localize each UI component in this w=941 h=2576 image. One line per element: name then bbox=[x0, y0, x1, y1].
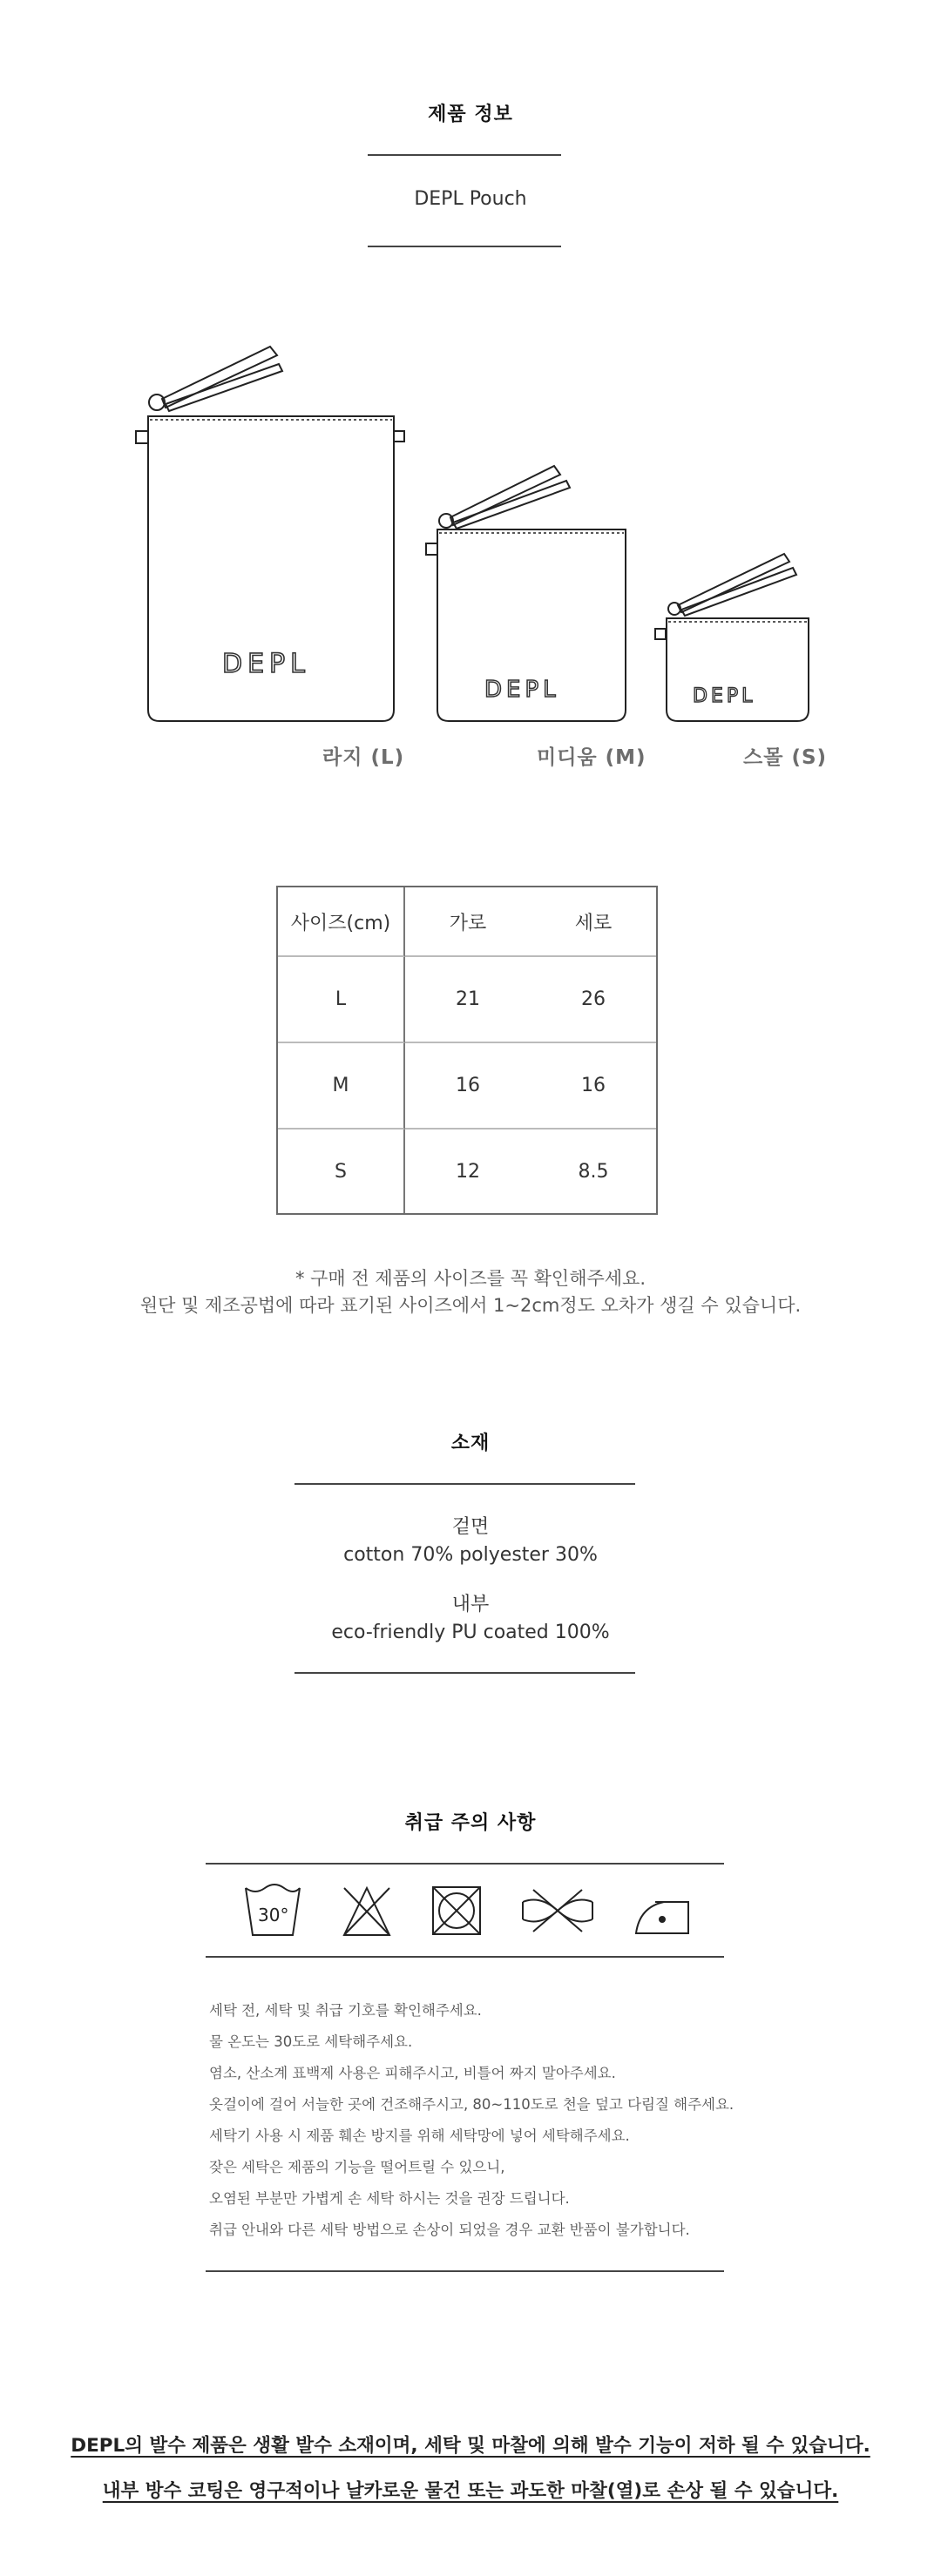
inner-label: 내부 bbox=[451, 1594, 490, 1615]
page-title: 제품 정보 bbox=[428, 104, 513, 125]
product-name: DEPL Pouch bbox=[414, 188, 527, 210]
table-row bbox=[278, 1043, 656, 1130]
no-tumble-dry-icon bbox=[433, 1887, 480, 1934]
table-header-cell: 세로 bbox=[531, 887, 656, 957]
table-cell: S bbox=[278, 1130, 405, 1213]
no-bleach-icon bbox=[344, 1888, 389, 1935]
care-line: 세탁 전, 세탁 및 취급 기호를 확인해주세요. bbox=[209, 2002, 482, 2019]
svg-text:DEPL: DEPL bbox=[484, 677, 560, 703]
care-line: 옷걸이에 걸어 서늘한 곳에 건조해주시고, 80~110도로 천을 덮고 다림질 해주세요. bbox=[209, 2096, 735, 2113]
table-cell: 12 bbox=[456, 1160, 480, 1183]
divider bbox=[368, 154, 561, 156]
table-row bbox=[278, 957, 656, 1043]
svg-text:DEPL: DEPL bbox=[222, 649, 310, 679]
table-cell: L bbox=[278, 957, 405, 1043]
care-line: 세탁기 사용 시 제품 훼손 방지를 위해 세탁망에 넣어 세탁해주세요. bbox=[209, 2128, 630, 2144]
pouch-medium-image bbox=[426, 466, 626, 721]
pouch-large-image bbox=[136, 347, 404, 721]
table-cell: 16 bbox=[405, 1043, 531, 1130]
wash-30-icon bbox=[246, 1885, 300, 1935]
divider bbox=[206, 1956, 724, 1958]
care-line: 취급 안내와 다른 세탁 방법으로 손상이 되었을 경우 교환 반품이 불가합니다. bbox=[209, 2222, 690, 2238]
table-header-row bbox=[278, 887, 656, 957]
size-note-line: 원단 및 제조공법에 따라 표기된 사이즈에서 1~2cm정도 오차가 생길 수 있습니다. bbox=[139, 1295, 802, 1316]
size-note-line: * 구매 전 제품의 사이즈를 꼭 확인해주세요. bbox=[294, 1268, 647, 1289]
no-wring-icon bbox=[523, 1890, 592, 1932]
table-cell: M bbox=[278, 1043, 405, 1130]
care-symbols bbox=[206, 1872, 724, 1951]
warning-line: 내부 방수 코팅은 영구적이나 날카로운 물건 또는 과도한 마찰(열)로 손상 될 수 있습니다. bbox=[102, 2480, 839, 2502]
divider bbox=[206, 2270, 724, 2272]
divider bbox=[294, 1483, 635, 1485]
inner-value: eco-friendly PU coated 100% bbox=[331, 1622, 610, 1643]
care-line: 잦은 세탁은 제품의 기능을 떨어트릴 수 있으니, bbox=[209, 2159, 505, 2175]
size-note bbox=[0, 1265, 941, 1319]
pouch-small-image bbox=[655, 554, 809, 721]
divider bbox=[368, 246, 561, 247]
label-small: 스몰 (S) bbox=[743, 746, 828, 769]
material-info bbox=[0, 1514, 941, 1647]
care-line: 염소, 산소계 표백제 사용은 피해주시고, 비틀어 짜지 말아주세요. bbox=[209, 2065, 616, 2081]
size-table bbox=[276, 886, 658, 1215]
material-title: 소재 bbox=[450, 1433, 491, 1454]
label-large: 라지 (L) bbox=[322, 746, 405, 769]
divider bbox=[294, 1672, 635, 1674]
outer-value: cotton 70% polyester 30% bbox=[343, 1544, 598, 1566]
table-cell: 16 bbox=[531, 1043, 656, 1130]
care-line: 오염된 부분만 가볍게 손 세탁 하시는 것을 권장 드립니다. bbox=[209, 2190, 570, 2207]
table-cell: 21 bbox=[405, 957, 531, 1043]
svg-text:DEPL: DEPL bbox=[693, 685, 756, 707]
care-title: 취급 주의 사항 bbox=[404, 1812, 537, 1834]
warning-line: DEPL의 발수 제품은 생활 발수 소재이며, 세탁 및 마찰에 의해 발수 기능이 저하 될 수 있습니다. bbox=[71, 2435, 870, 2457]
care-line: 물 온도는 30도로 세탁해주세요. bbox=[209, 2033, 413, 2050]
iron-low-icon bbox=[636, 1902, 688, 1933]
divider bbox=[206, 1863, 724, 1865]
table-header-cell: 사이즈(cm) bbox=[278, 887, 405, 957]
svg-text:30°: 30° bbox=[258, 1905, 289, 1925]
table-cell: 8.5 bbox=[578, 1160, 609, 1183]
label-medium: 미디움 (M) bbox=[537, 746, 647, 769]
table-row bbox=[278, 1130, 656, 1213]
pouch-illustration bbox=[0, 331, 941, 740]
table-header-cell: 가로 bbox=[405, 887, 531, 957]
outer-label: 겉면 bbox=[451, 1516, 490, 1538]
table-cell: 26 bbox=[531, 957, 656, 1043]
